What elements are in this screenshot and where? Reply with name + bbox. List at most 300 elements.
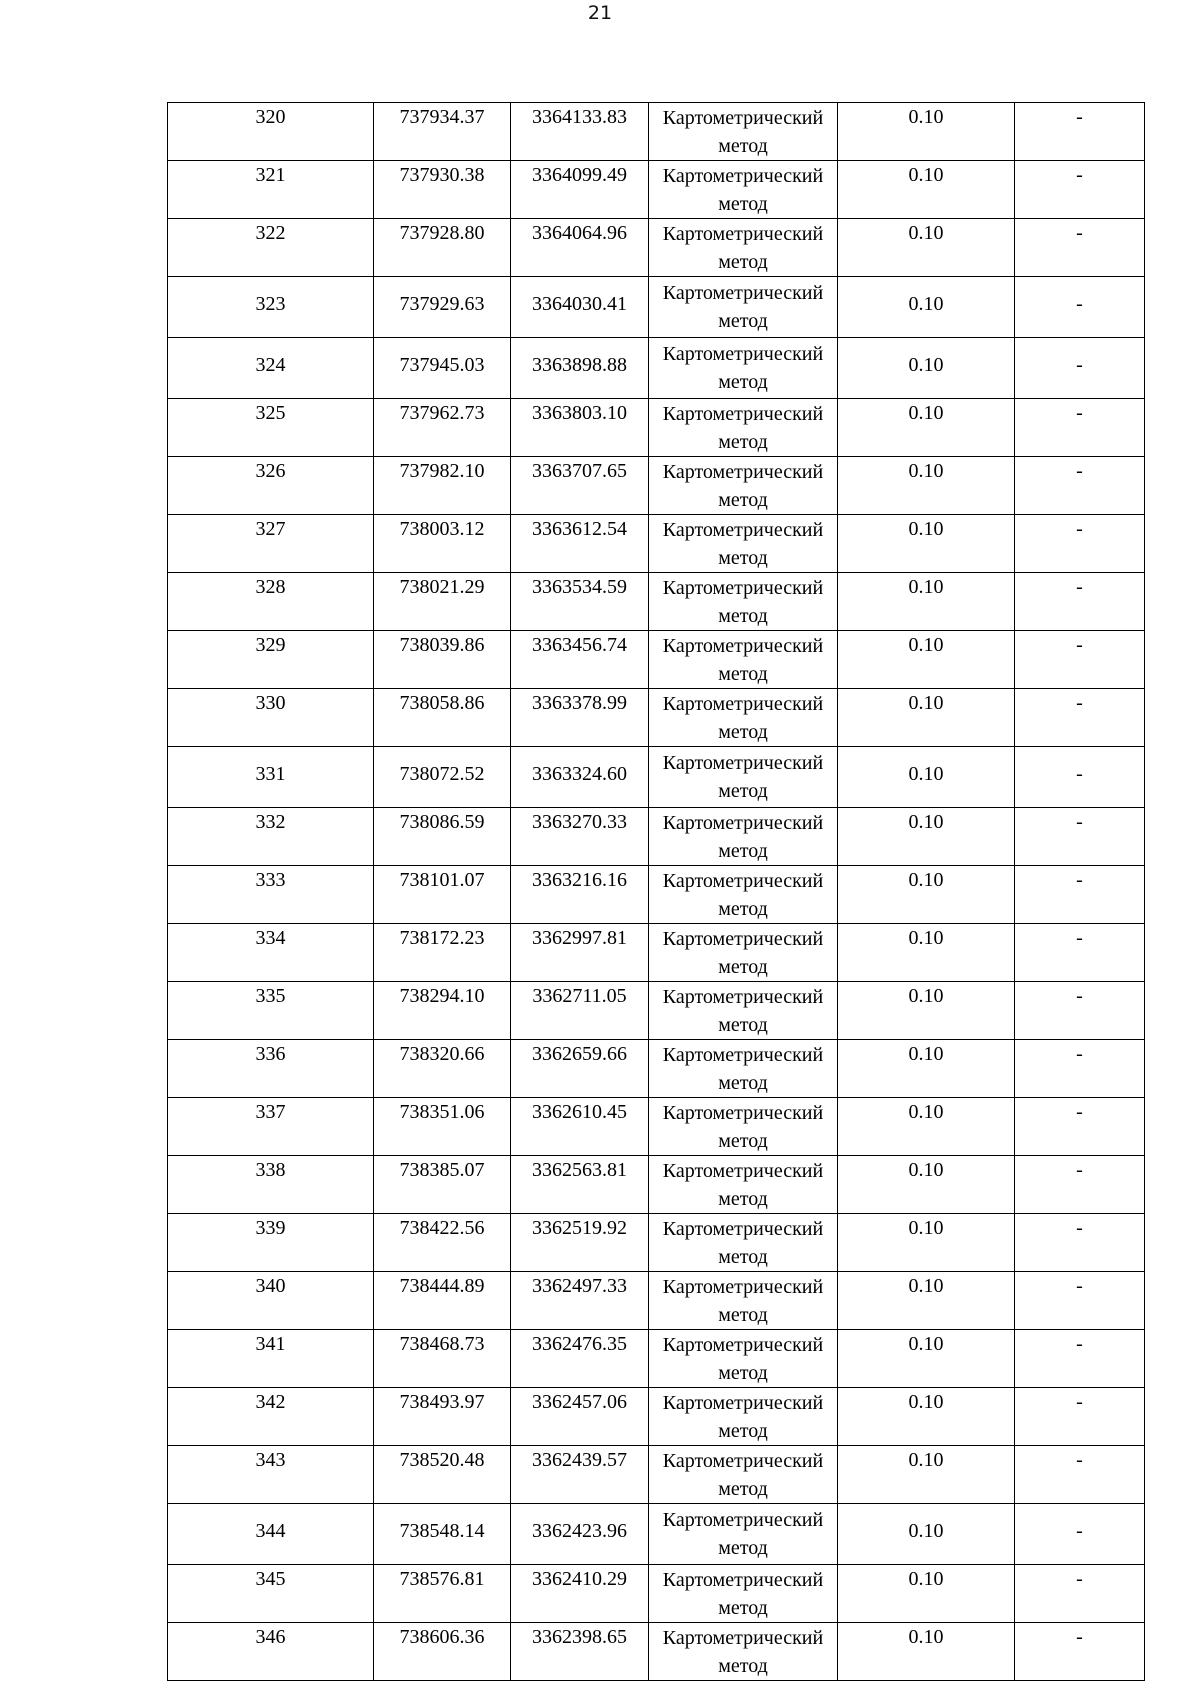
table-row [168, 457, 1145, 515]
method-cell [649, 1446, 838, 1504]
accuracy-cell [838, 103, 1015, 161]
method-line1: Картометрический [662, 223, 824, 245]
y-coordinate-cell [511, 1156, 649, 1214]
method-cell [649, 982, 838, 1040]
point-number-value: 346 [255, 1626, 286, 1648]
note-cell [1015, 689, 1145, 747]
method-value [649, 277, 837, 335]
x-coordinate-value: 738520.48 [399, 1449, 485, 1471]
page-number: 21 [587, 2, 613, 24]
accuracy-cell [838, 515, 1015, 573]
method-line2: метод [718, 193, 768, 215]
point-number-cell [168, 866, 374, 924]
method-value [649, 161, 837, 218]
x-coordinate-cell [374, 573, 511, 631]
method-value [649, 1214, 837, 1271]
table-row [168, 866, 1145, 924]
note-value: - [1076, 869, 1083, 891]
method-line2: метод [718, 780, 768, 802]
method-line2: метод [718, 1304, 768, 1326]
method-line2: метод [718, 1655, 768, 1677]
method-line1: Картометрический [662, 693, 824, 715]
accuracy-cell [838, 338, 1015, 399]
x-coordinate-value: 738493.97 [399, 1391, 485, 1413]
point-number-cell [168, 399, 374, 457]
x-coordinate-cell [374, 1156, 511, 1214]
table-row [168, 982, 1145, 1040]
y-coordinate-cell [511, 747, 649, 808]
note-cell [1015, 982, 1145, 1040]
y-coordinate-value: 3363216.16 [532, 869, 627, 891]
note-value: - [1076, 927, 1083, 949]
accuracy-cell [838, 1214, 1015, 1272]
y-coordinate-cell [511, 161, 649, 219]
y-coordinate-value: 3362563.81 [532, 1159, 627, 1181]
accuracy-cell [838, 1098, 1015, 1156]
y-coordinate-cell [511, 219, 649, 277]
point-number-value: 322 [255, 222, 286, 244]
point-number-cell [168, 1098, 374, 1156]
accuracy-value: 0.10 [908, 106, 944, 128]
y-coordinate-cell [511, 1040, 649, 1098]
accuracy-value: 0.10 [908, 1568, 944, 1590]
x-coordinate-cell [374, 103, 511, 161]
method-cell [649, 1330, 838, 1388]
y-coordinate-value: 3363803.10 [532, 402, 627, 424]
method-cell [649, 277, 838, 338]
y-coordinate-value: 3364064.96 [532, 222, 627, 244]
accuracy-value: 0.10 [908, 763, 944, 785]
method-line2: метод [718, 1537, 768, 1559]
y-coordinate-value: 3362497.33 [532, 1275, 627, 1297]
x-coordinate-value: 737929.63 [399, 293, 485, 315]
method-line2: метод [718, 251, 768, 273]
note-cell [1015, 631, 1145, 689]
point-number-cell [168, 1156, 374, 1214]
x-coordinate-value: 738468.73 [399, 1333, 485, 1355]
point-number-cell [168, 219, 374, 277]
x-coordinate-cell [374, 689, 511, 747]
method-line1: Картометрический [662, 1627, 824, 1649]
method-line1: Картометрический [662, 577, 824, 599]
y-coordinate-cell [511, 1330, 649, 1388]
note-cell [1015, 1623, 1145, 1681]
x-coordinate-value: 737930.38 [399, 164, 485, 186]
y-coordinate-value: 3363456.74 [532, 634, 627, 656]
method-cell [649, 338, 838, 399]
note-cell [1015, 457, 1145, 515]
accuracy-cell [838, 866, 1015, 924]
point-number-cell [168, 1214, 374, 1272]
point-number-value: 344 [255, 1520, 286, 1542]
method-line2: метод [718, 310, 768, 332]
y-coordinate-value: 3362610.45 [532, 1101, 627, 1123]
point-number-value: 337 [255, 1101, 286, 1123]
note-value: - [1076, 1449, 1083, 1471]
method-cell [649, 399, 838, 457]
accuracy-value: 0.10 [908, 1626, 944, 1648]
method-line1: Картометрический [662, 1218, 824, 1240]
y-coordinate-cell [511, 1272, 649, 1330]
method-line1: Картометрический [662, 403, 824, 425]
method-value [649, 1098, 837, 1155]
method-value [649, 1388, 837, 1445]
accuracy-cell [838, 277, 1015, 338]
point-number-value: 341 [255, 1333, 286, 1355]
x-coordinate-cell [374, 1565, 511, 1623]
accuracy-cell [838, 689, 1015, 747]
point-number-value: 328 [255, 576, 286, 598]
note-value: - [1076, 106, 1083, 128]
note-cell [1015, 1214, 1145, 1272]
note-cell [1015, 1388, 1145, 1446]
method-value [649, 631, 837, 688]
method-line1: Картометрический [662, 928, 824, 950]
note-value: - [1076, 1275, 1083, 1297]
table-row [168, 747, 1145, 808]
method-line1: Картометрический [662, 1334, 824, 1356]
accuracy-value: 0.10 [908, 927, 944, 949]
y-coordinate-cell [511, 338, 649, 399]
y-coordinate-cell [511, 982, 649, 1040]
method-line2: метод [718, 1362, 768, 1384]
x-coordinate-cell [374, 399, 511, 457]
accuracy-cell [838, 1156, 1015, 1214]
point-number-cell [168, 338, 374, 399]
y-coordinate-value: 3362519.92 [532, 1217, 627, 1239]
note-value: - [1076, 692, 1083, 714]
x-coordinate-value: 738606.36 [399, 1626, 485, 1648]
note-value: - [1076, 1391, 1083, 1413]
note-cell [1015, 1504, 1145, 1565]
note-value: - [1076, 1217, 1083, 1239]
method-value [649, 219, 837, 276]
y-coordinate-cell [511, 808, 649, 866]
table-row [168, 1098, 1145, 1156]
y-coordinate-value: 3362659.66 [532, 1043, 627, 1065]
point-number-value: 343 [255, 1449, 286, 1471]
accuracy-cell [838, 747, 1015, 808]
x-coordinate-value: 737934.37 [399, 106, 485, 128]
x-coordinate-cell [374, 161, 511, 219]
note-cell [1015, 338, 1145, 399]
y-coordinate-value: 3364133.83 [532, 106, 627, 128]
point-number-cell [168, 747, 374, 808]
x-coordinate-value: 738385.07 [399, 1159, 485, 1181]
method-line1: Картометрический [662, 870, 824, 892]
note-cell [1015, 1446, 1145, 1504]
method-value [649, 338, 837, 396]
note-value: - [1076, 1568, 1083, 1590]
accuracy-value: 0.10 [908, 576, 944, 598]
method-value [649, 573, 837, 630]
point-number-cell [168, 1623, 374, 1681]
y-coordinate-value: 3363612.54 [532, 518, 627, 540]
method-value [649, 808, 837, 865]
accuracy-cell [838, 1623, 1015, 1681]
x-coordinate-cell [374, 866, 511, 924]
method-value [649, 103, 837, 160]
table-row [168, 1446, 1145, 1504]
method-value [649, 1446, 837, 1503]
x-coordinate-cell [374, 924, 511, 982]
note-cell [1015, 161, 1145, 219]
method-value [649, 866, 837, 923]
x-coordinate-value: 738294.10 [399, 985, 485, 1007]
x-coordinate-cell [374, 338, 511, 399]
x-coordinate-value: 738021.29 [399, 576, 485, 598]
x-coordinate-value: 738058.86 [399, 692, 485, 714]
y-coordinate-cell [511, 399, 649, 457]
accuracy-value: 0.10 [908, 634, 944, 656]
method-line1: Картометрический [662, 1509, 824, 1531]
method-value [649, 689, 837, 746]
accuracy-value: 0.10 [908, 164, 944, 186]
method-line2: метод [718, 956, 768, 978]
point-number-cell [168, 573, 374, 631]
accuracy-value: 0.10 [908, 354, 944, 376]
method-line2: метод [718, 605, 768, 627]
note-value: - [1076, 1101, 1083, 1123]
note-value: - [1076, 576, 1083, 598]
note-cell [1015, 808, 1145, 866]
y-coordinate-value: 3364030.41 [532, 293, 627, 315]
y-coordinate-value: 3363898.88 [532, 354, 627, 376]
note-value: - [1076, 1159, 1083, 1181]
point-number-value: 321 [255, 164, 286, 186]
method-line1: Картометрический [662, 107, 824, 129]
table-row [168, 808, 1145, 866]
x-coordinate-cell [374, 277, 511, 338]
table-row [168, 103, 1145, 161]
y-coordinate-cell [511, 631, 649, 689]
method-line1: Картометрический [662, 1392, 824, 1414]
table-row [168, 1504, 1145, 1565]
method-value [649, 1504, 837, 1562]
accuracy-cell [838, 631, 1015, 689]
x-coordinate-value: 738101.07 [399, 869, 485, 891]
point-number-cell [168, 1040, 374, 1098]
note-cell [1015, 399, 1145, 457]
method-line2: метод [718, 1188, 768, 1210]
note-cell [1015, 747, 1145, 808]
x-coordinate-value: 738039.86 [399, 634, 485, 656]
point-number-value: 330 [255, 692, 286, 714]
table-row [168, 338, 1145, 399]
note-cell [1015, 573, 1145, 631]
point-number-value: 320 [255, 106, 286, 128]
y-coordinate-value: 3363707.65 [532, 460, 627, 482]
table-row [168, 1156, 1145, 1214]
note-value: - [1076, 518, 1083, 540]
method-line2: метод [718, 1420, 768, 1442]
note-value: - [1076, 1333, 1083, 1355]
accuracy-value: 0.10 [908, 1520, 944, 1542]
method-cell [649, 161, 838, 219]
y-coordinate-cell [511, 1504, 649, 1565]
note-value: - [1076, 402, 1083, 424]
point-number-value: 333 [255, 869, 286, 891]
accuracy-value: 0.10 [908, 1217, 944, 1239]
accuracy-cell [838, 1388, 1015, 1446]
method-line2: метод [718, 663, 768, 685]
point-number-cell [168, 1504, 374, 1565]
method-cell [649, 457, 838, 515]
method-line1: Картометрический [662, 343, 824, 365]
method-line1: Картометрический [662, 986, 824, 1008]
note-cell [1015, 1040, 1145, 1098]
method-value [649, 1040, 837, 1097]
y-coordinate-value: 3363534.59 [532, 576, 627, 598]
x-coordinate-value: 737945.03 [399, 354, 485, 376]
accuracy-value: 0.10 [908, 985, 944, 1007]
point-number-cell [168, 161, 374, 219]
method-line2: метод [718, 721, 768, 743]
method-cell [649, 1504, 838, 1565]
note-value: - [1076, 222, 1083, 244]
y-coordinate-cell [511, 1388, 649, 1446]
note-cell [1015, 103, 1145, 161]
note-cell [1015, 515, 1145, 573]
method-cell [649, 1098, 838, 1156]
method-line2: метод [718, 1478, 768, 1500]
point-number-value: 345 [255, 1568, 286, 1590]
accuracy-cell [838, 924, 1015, 982]
method-cell [649, 103, 838, 161]
accuracy-cell [838, 1330, 1015, 1388]
accuracy-value: 0.10 [908, 518, 944, 540]
y-coordinate-value: 3362457.06 [532, 1391, 627, 1413]
method-value [649, 924, 837, 981]
note-value: - [1076, 293, 1083, 315]
point-number-cell [168, 1446, 374, 1504]
y-coordinate-value: 3363270.33 [532, 811, 627, 833]
method-value [649, 1565, 837, 1622]
method-line2: метод [718, 431, 768, 453]
y-coordinate-cell [511, 1623, 649, 1681]
x-coordinate-cell [374, 457, 511, 515]
x-coordinate-cell [374, 808, 511, 866]
point-number-value: 342 [255, 1391, 286, 1413]
x-coordinate-value: 738172.23 [399, 927, 485, 949]
note-cell [1015, 866, 1145, 924]
table-row [168, 689, 1145, 747]
accuracy-cell [838, 573, 1015, 631]
table-row [168, 219, 1145, 277]
method-cell [649, 924, 838, 982]
method-line1: Картометрический [662, 1102, 824, 1124]
table-row [168, 1330, 1145, 1388]
method-cell [649, 573, 838, 631]
method-line2: метод [718, 547, 768, 569]
x-coordinate-cell [374, 1623, 511, 1681]
method-cell [649, 515, 838, 573]
method-cell [649, 866, 838, 924]
table-row [168, 1623, 1145, 1681]
accuracy-cell [838, 457, 1015, 515]
x-coordinate-cell [374, 631, 511, 689]
x-coordinate-cell [374, 1388, 511, 1446]
method-line1: Картометрический [662, 1276, 824, 1298]
method-cell [649, 1565, 838, 1623]
method-line2: метод [718, 1597, 768, 1619]
accuracy-value: 0.10 [908, 869, 944, 891]
method-value [649, 457, 837, 514]
note-cell [1015, 277, 1145, 338]
coordinates-table [167, 102, 1145, 1681]
point-number-cell [168, 103, 374, 161]
x-coordinate-value: 738072.52 [399, 763, 485, 785]
note-cell [1015, 924, 1145, 982]
accuracy-value: 0.10 [908, 460, 944, 482]
method-line2: метод [718, 1130, 768, 1152]
point-number-cell [168, 1330, 374, 1388]
method-value [649, 515, 837, 572]
x-coordinate-value: 738086.59 [399, 811, 485, 833]
method-line1: Картометрический [662, 812, 824, 834]
method-value [649, 747, 837, 805]
y-coordinate-cell [511, 866, 649, 924]
accuracy-value: 0.10 [908, 1333, 944, 1355]
table-row [168, 924, 1145, 982]
point-number-cell [168, 515, 374, 573]
accuracy-value: 0.10 [908, 1449, 944, 1471]
x-coordinate-cell [374, 982, 511, 1040]
table-row [168, 1565, 1145, 1623]
point-number-value: 340 [255, 1275, 286, 1297]
method-line2: метод [718, 1014, 768, 1036]
method-cell [649, 631, 838, 689]
accuracy-value: 0.10 [908, 1043, 944, 1065]
table-row [168, 1272, 1145, 1330]
point-number-cell [168, 1388, 374, 1446]
table-row [168, 277, 1145, 338]
x-coordinate-value: 738444.89 [399, 1275, 485, 1297]
point-number-cell [168, 982, 374, 1040]
method-value [649, 982, 837, 1039]
y-coordinate-cell [511, 1565, 649, 1623]
y-coordinate-cell [511, 103, 649, 161]
accuracy-value: 0.10 [908, 1391, 944, 1413]
table-row [168, 573, 1145, 631]
note-cell [1015, 219, 1145, 277]
y-coordinate-value: 3362439.57 [532, 1449, 627, 1471]
accuracy-cell [838, 982, 1015, 1040]
x-coordinate-cell [374, 1040, 511, 1098]
y-coordinate-value: 3362398.65 [532, 1626, 627, 1648]
accuracy-value: 0.10 [908, 293, 944, 315]
y-coordinate-cell [511, 924, 649, 982]
method-cell [649, 1623, 838, 1681]
accuracy-value: 0.10 [908, 692, 944, 714]
x-coordinate-value: 737928.80 [399, 222, 485, 244]
y-coordinate-cell [511, 689, 649, 747]
method-cell [649, 808, 838, 866]
note-value: - [1076, 1520, 1083, 1542]
method-line1: Картометрический [662, 635, 824, 657]
table-row [168, 631, 1145, 689]
point-number-value: 325 [255, 402, 286, 424]
y-coordinate-cell [511, 1214, 649, 1272]
method-cell [649, 747, 838, 808]
method-cell [649, 1156, 838, 1214]
method-value [649, 1156, 837, 1213]
x-coordinate-value: 738351.06 [399, 1101, 485, 1123]
accuracy-cell [838, 219, 1015, 277]
accuracy-value: 0.10 [908, 402, 944, 424]
point-number-value: 331 [255, 763, 286, 785]
y-coordinate-value: 3362476.35 [532, 1333, 627, 1355]
